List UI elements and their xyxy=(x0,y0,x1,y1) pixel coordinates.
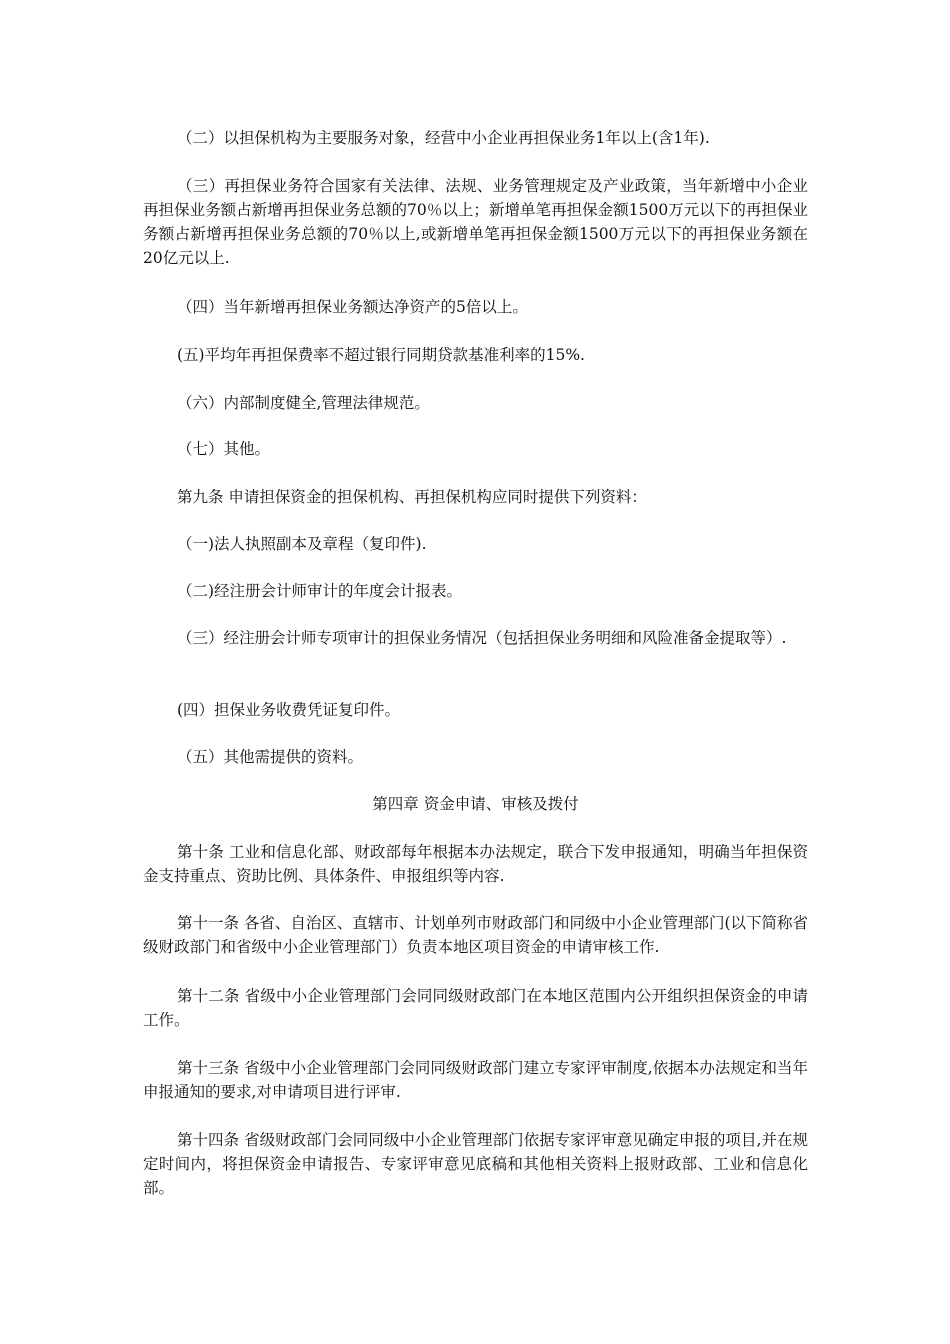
article-9-item-3: （三）经注册会计师专项审计的担保业务情况（包括担保业务明细和风险准备金提取等）. xyxy=(177,629,787,647)
paragraph-clause-2: （二）以担保机构为主要服务对象，经营中小企业再担保业务1年以上(含1年). xyxy=(177,129,710,147)
article-9-item-4: (四）担保业务收费凭证复印件。 xyxy=(177,701,401,719)
article-12: 第十二条 省级中小企业管理部门会同同级财政部门在本地区范围内公开组织担保资金的申请工作。 xyxy=(143,987,808,1029)
article-9-item-1: （一)法人执照副本及章程（复印件). xyxy=(177,535,427,553)
article-10: 第十条 工业和信息化部、财政部每年根据本办法规定，联合下发申报通知，明确当年担保资金支持重点、资助比例、具体条件、申报组织等内容. xyxy=(143,843,808,885)
paragraph-clause-5: (五)平均年再担保费率不超过银行同期贷款基准利率的15%. xyxy=(177,346,585,364)
paragraph-clause-4: （四）当年新增再担保业务额达净资产的5倍以上。 xyxy=(177,298,528,316)
paragraph-clause-6: （六）内部制度健全,管理法律规范。 xyxy=(177,394,430,412)
article-9: 第九条 申请担保资金的担保机构、再担保机构应同时提供下列资料： xyxy=(177,488,647,506)
article-14: 第十四条 省级财政部门会同同级中小企业管理部门依据专家评审意见确定申报的项目,并在规定时间内，将担保资金申请报告、专家评审意见底稿和其他相关资料上报财政部、工业和信息化部。 xyxy=(143,1131,808,1197)
paragraph-clause-7: （七）其他。 xyxy=(177,440,271,458)
article-9-item-5: （五）其他需提供的资料。 xyxy=(177,748,364,766)
paragraph-clause-3: （三）再担保业务符合国家有关法律、法规、业务管理规定及产业政策，当年新增中小企业再担保业务额占新增再担保业务总额的70％以上；新增单笔再担保金额1500万元以下的再担保业务额占新增再担保业务总额的70％以上,或新增单笔再担保金额1500万元以下的再担保业务额在20亿元以上. xyxy=(143,177,808,267)
article-9-item-2: （二)经注册会计师审计的年度会计报表。 xyxy=(177,582,463,600)
article-11: 第十一条 各省、自治区、直辖市、计划单列市财政部门和同级中小企业管理部门(以下简称省级财政部门和省级中小企业管理部门）负责本地区项目资金的申请审核工作. xyxy=(143,914,808,956)
article-13: 第十三条 省级中小企业管理部门会同同级财政部门建立专家评审制度,依据本办法规定和当年申报通知的要求,对申请项目进行评审. xyxy=(143,1059,808,1101)
chapter-4-heading: 第四章 资金申请、审核及拨付 xyxy=(372,795,579,813)
